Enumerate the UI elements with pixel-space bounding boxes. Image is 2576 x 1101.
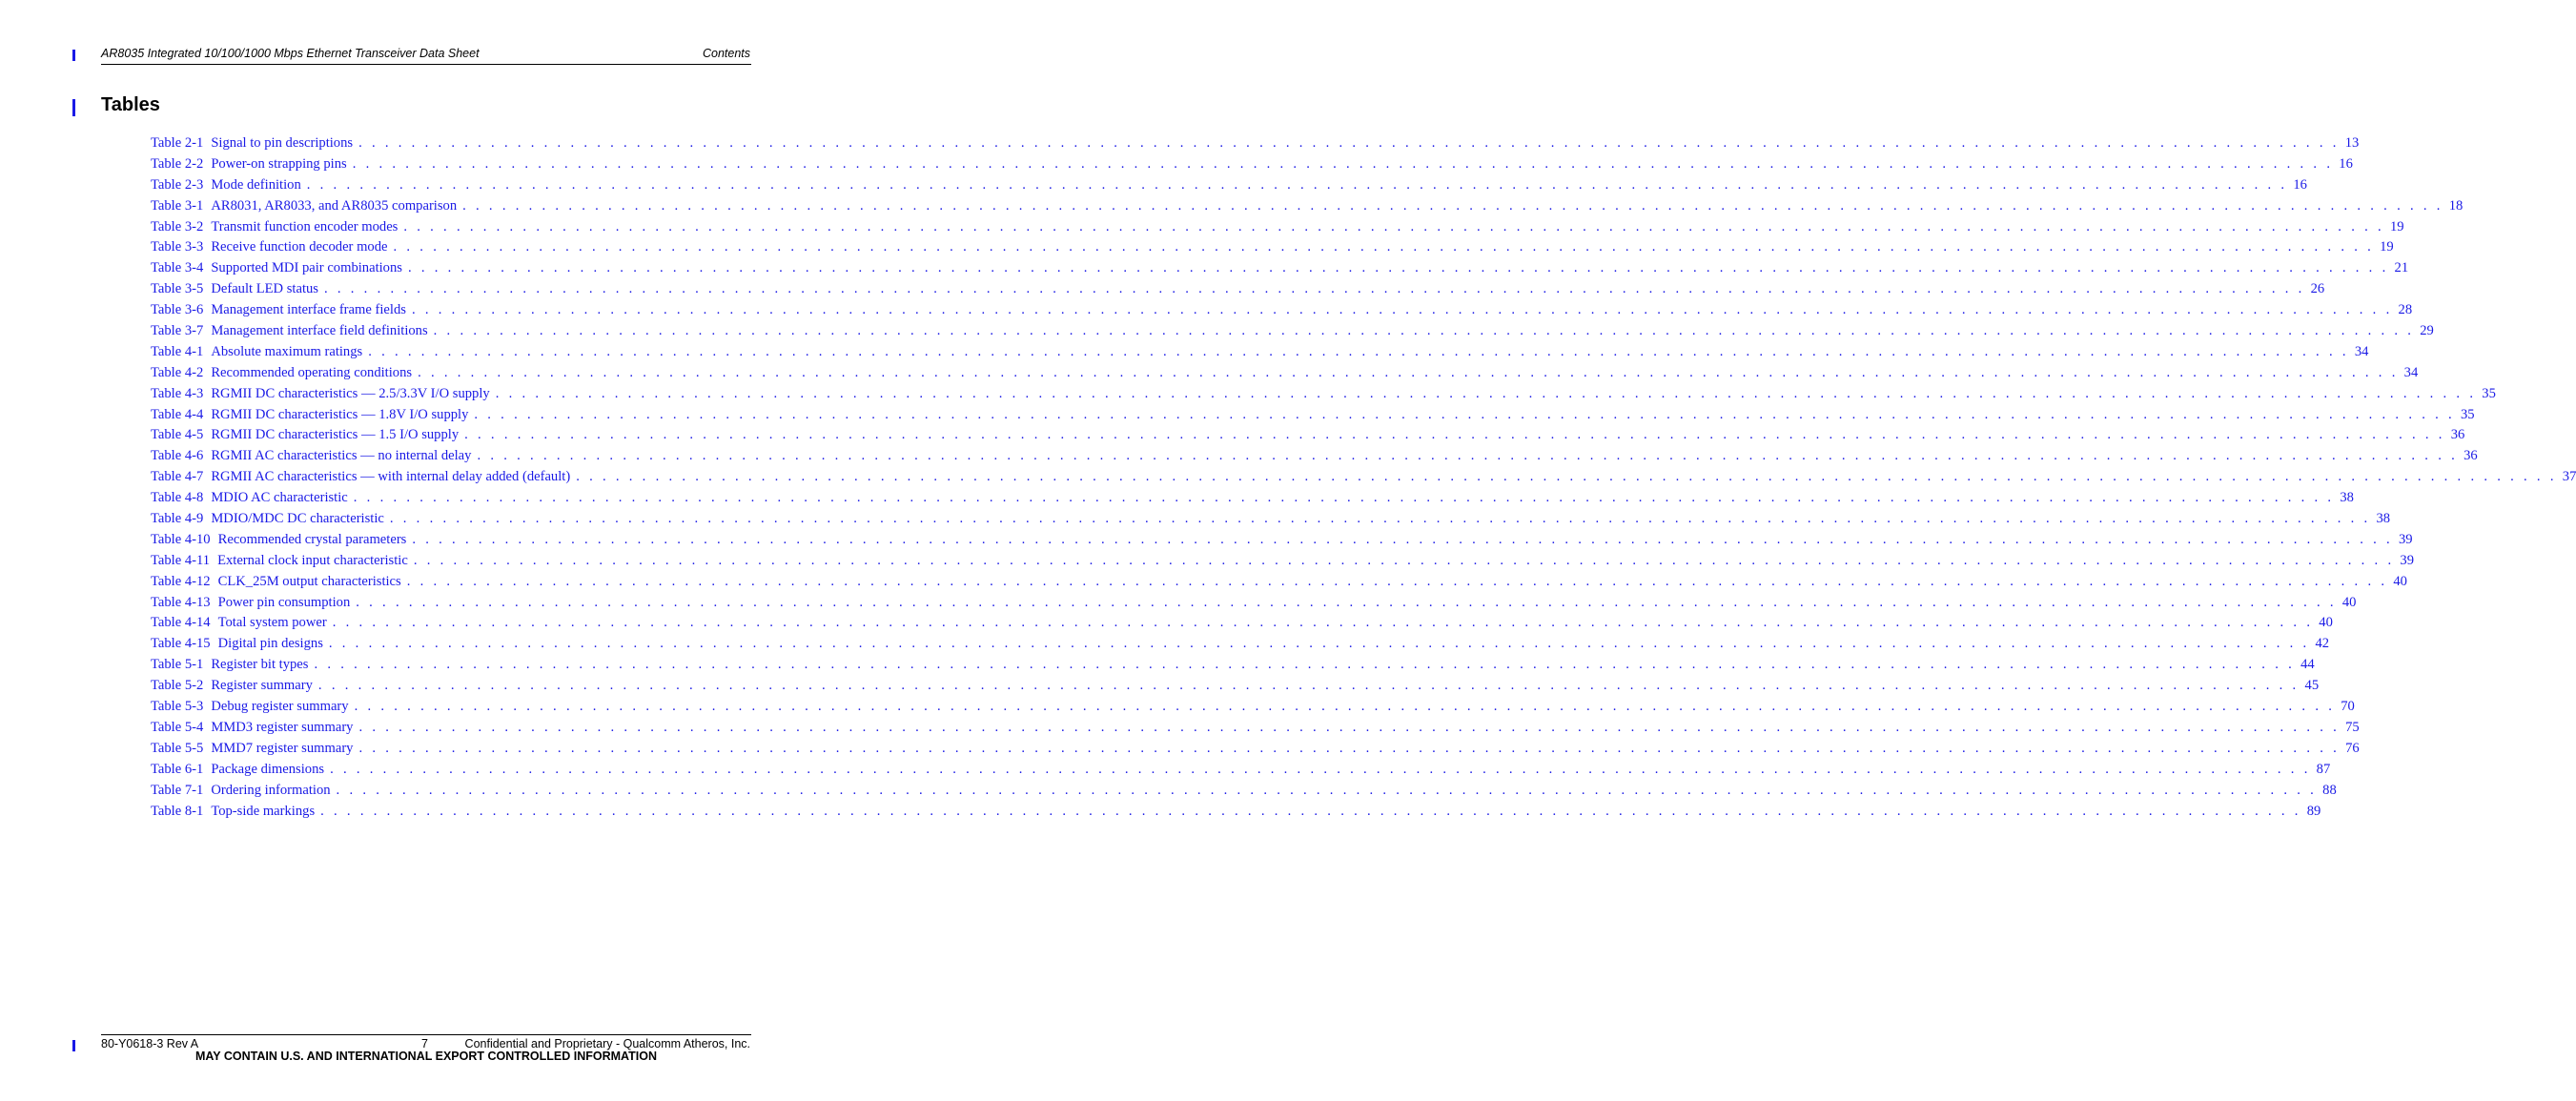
toc-entry[interactable]: [151, 803, 2321, 825]
toc-entry-title: RGMII AC characteristics — no internal delay: [211, 448, 472, 464]
toc-entry-number: Table 3-3: [151, 239, 204, 255]
toc-entry-page: 18: [2448, 197, 2464, 214]
toc-entry-title: Power-on strapping pins: [211, 155, 347, 172]
dot-leader: . . . . . . . . . . . . . . . . . . . . . . . . . . . . . . . . . . . . . . . . . . . . . . . . . . . . . . . . . . . . . . . . . . . . . . . . . . . . . . . . . . . . . . . . . . . . . . . . . . . . . . . . . . . . . . . . . . . . . . . . . . . . . . . . . . . . . . . . . . . . . . . . . . . . . .: [418, 364, 2399, 380]
toc-entry[interactable]: [151, 678, 2320, 699]
toc-entry[interactable]: [151, 719, 2360, 741]
dot-leader: . . . . . . . . . . . . . . . . . . . . . . . . . . . . . . . . . . . . . . . . . . . . . . . . . . . . . . . . . . . . . . . . . . . . . . . . . . . . . . . . . . . . . . . . . . . . . . . . . . . . . . . . . . . . . . . . . . . . . . . . . . . . . . . . . . . . . . . . . . . . . . . . . . . . . .: [306, 176, 2288, 193]
toc-entry-number: Table 5-1: [151, 657, 204, 673]
toc-entry-page: 34: [2354, 343, 2369, 359]
toc-entry[interactable]: [151, 385, 2496, 407]
toc-entry[interactable]: [151, 761, 2331, 783]
toc-entry[interactable]: [151, 218, 2404, 240]
dot-leader: . . . . . . . . . . . . . . . . . . . . . . . . . . . . . . . . . . . . . . . . . . . . . . . . . . . . . . . . . . . . . . . . . . . . . . . . . . . . . . . . . . . . . . . . . . . . . . . . . . . . . . . . . . . . . . . . . . . . . . . . . . . . . . . . . . . . . . . . . . . . . . . . . . . . . .: [495, 385, 2477, 401]
dot-leader: . . . . . . . . . . . . . . . . . . . . . . . . . . . . . . . . . . . . . . . . . . . . . . . . . . . . . . . . . . . . . . . . . . . . . . . . . . . . . . . . . . . . . . . . . . . . . . . . . . . . . . . . . . . . . . . . . . . . . . . . . . . . . . . . . . . . . . . . . . . . . . . . . . . . . .: [328, 636, 2310, 652]
toc-entry-title: AR8031, AR8033, and AR8035 comparison: [211, 197, 458, 214]
dot-leader: . . . . . . . . . . . . . . . . . . . . . . . . . . . . . . . . . . . . . . . . . . . . . . . . . . . . . . . . . . . . . . . . . . . . . . . . . . . . . . . . . . . . . . . . . . . . . . . . . . . . . . . . . . . . . . . . . . . . . . . . . . . . . . . . . . . . . . . . . . . . . . . . . . . . . .: [389, 511, 2371, 527]
dot-leader: . . . . . . . . . . . . . . . . . . . . . . . . . . . . . . . . . . . . . . . . . . . . . . . . . . . . . . . . . . . . . . . . . . . . . . . . . . . . . . . . . . . . . . . . . . . . . . . . . . . . . . . . . . . . . . . . . . . . . . . . . . . . . . . . . . . . . . . . . . . . . . . . . . . . . .: [314, 657, 2296, 673]
document-title: AR8035 Integrated 10/100/1000 Mbps Ethernet Transceiver Data Sheet: [101, 47, 480, 60]
dot-leader: . . . . . . . . . . . . . . . . . . . . . . . . . . . . . . . . . . . . . . . . . . . . . . . . . . . . . . . . . . . . . . . . . . . . . . . . . . . . . . . . . . . . . . . . . . . . . . . . . . . . . . . . . . . . . . . . . . . . . . . . . . . . . . . . . . . . . . . . . . . . . . . . . . . . . .: [474, 406, 2455, 422]
toc-entry-title: Absolute maximum ratings: [211, 343, 363, 359]
toc-entry-number: Table 4-5: [151, 427, 204, 443]
toc-entry-title: Management interface frame fields: [211, 302, 406, 318]
toc-entry-page: 16: [2339, 155, 2353, 172]
toc-entry-page: 38: [2340, 490, 2354, 506]
toc-entry-title: MDIO AC characteristic: [211, 490, 348, 506]
toc-entry-page: 45: [2304, 678, 2320, 694]
toc-entry-number: Table 3-4: [151, 260, 204, 276]
toc-entry[interactable]: [151, 490, 2354, 511]
dot-leader: . . . . . . . . . . . . . . . . . . . . . . . . . . . . . . . . . . . . . . . . . . . . . . . . . . . . . . . . . . . . . . . . . . . . . . . . . . . . . . . . . . . . . . . . . . . . . . . . . . . . . . . . . . . . . . . . . . . . . . . . . . . . . . . . . . . . . . . . . . . . . . . . . . . . . .: [358, 135, 2340, 151]
toc-entry-number: Table 4-11: [151, 552, 211, 568]
toc-entry-page: 13: [2344, 135, 2360, 151]
dot-leader: . . . . . . . . . . . . . . . . . . . . . . . . . . . . . . . . . . . . . . . . . . . . . . . . . . . . . . . . . . . . . . . . . . . . . . . . . . . . . . . . . . . . . . . . . . . . . . . . . . . . . . . . . . . . . . . . . . . . . . . . . . . . . . . . . . . . . . . . . . . . . . . . . . . . . .: [464, 427, 2445, 443]
toc-entry-page: 89: [2306, 803, 2321, 819]
toc-entry[interactable]: [151, 281, 2325, 302]
toc-entry-page: 37: [2562, 469, 2576, 485]
toc-entry-number: Table 3-1: [151, 197, 204, 214]
toc-entry-page: 39: [2400, 552, 2415, 568]
toc-entry-number: Table 2-2: [151, 155, 204, 172]
dot-leader: . . . . . . . . . . . . . . . . . . . . . . . . . . . . . . . . . . . . . . . . . . . . . . . . . . . . . . . . . . . . . . . . . . . . . . . . . . . . . . . . . . . . . . . . . . . . . . . . . . . . . . . . . . . . . . . . . . . . . . . . . . . . . . . . . . . . . . . . . . . . . . . . . . . . . .: [356, 594, 2337, 610]
change-bar-footer: [72, 1040, 75, 1051]
toc-entry-number: Table 5-4: [151, 719, 204, 735]
toc-entry-title: Register summary: [211, 678, 313, 694]
toc-entry-number: Table 5-2: [151, 678, 204, 694]
section-label: Contents: [702, 47, 750, 60]
toc-entry-title: Default LED status: [211, 281, 318, 297]
toc-entry[interactable]: [151, 155, 2353, 177]
dot-leader: . . . . . . . . . . . . . . . . . . . . . . . . . . . . . . . . . . . . . . . . . . . . . . . . . . . . . . . . . . . . . . . . . . . . . . . . . . . . . . . . . . . . . . . . . . . . . . . . . . . . . . . . . . . . . . . . . . . . . . . . . . . . . . . . . . . . . . . . . . . . . . . . . . . . . .: [411, 302, 2393, 318]
toc-entry-title: Mode definition: [211, 176, 301, 193]
footer-divider: [101, 1034, 751, 1035]
toc-entry-page: 34: [2403, 364, 2419, 380]
dot-leader: . . . . . . . . . . . . . . . . . . . . . . . . . . . . . . . . . . . . . . . . . . . . . . . . . . . . . . . . . . . . . . . . . . . . . . . . . . . . . . . . . . . . . . . . . . . . . . . . . . . . . . . . . . . . . . . . . . . . . . . . . . . . . . . . . . . . . . . . . . . . . . . . . . . . . .: [412, 531, 2393, 547]
dot-leader: . . . . . . . . . . . . . . . . . . . . . . . . . . . . . . . . . . . . . . . . . . . . . . . . . . . . . . . . . . . . . . . . . . . . . . . . . . . . . . . . . . . . . . . . . . . . . . . . . . . . . . . . . . . . . . . . . . . . . . . . . . . . . . . . . . . . . . . . . . . . . . . . . . . . . .: [576, 469, 2557, 485]
toc-entry-number: Table 4-7: [151, 469, 204, 485]
dot-leader: . . . . . . . . . . . . . . . . . . . . . . . . . . . . . . . . . . . . . . . . . . . . . . . . . . . . . . . . . . . . . . . . . . . . . . . . . . . . . . . . . . . . . . . . . . . . . . . . . . . . . . . . . . . . . . . . . . . . . . . . . . . . . . . . . . . . . . . . . . . . . . . . . . . . . .: [317, 678, 2300, 694]
toc-entry[interactable]: [151, 239, 2394, 260]
dot-leader: . . . . . . . . . . . . . . . . . . . . . . . . . . . . . . . . . . . . . . . . . . . . . . . . . . . . . . . . . . . . . . . . . . . . . . . . . . . . . . . . . . . . . . . . . . . . . . . . . . . . . . . . . . . . . . . . . . . . . . . . . . . . . . . . . . . . . . . . . . . . . . . . . . . . . .: [332, 615, 2314, 631]
toc-entry-title: Register bit types: [211, 657, 309, 673]
toc-entry-number: Table 4-8: [151, 490, 204, 506]
toc-entry-title: Supported MDI pair combinations: [211, 260, 402, 276]
toc-entry[interactable]: [151, 531, 2413, 553]
toc-entry[interactable]: [151, 552, 2415, 574]
toc-entry-number: Table 4-9: [151, 511, 204, 527]
toc-entry[interactable]: [151, 323, 2434, 344]
toc-entry[interactable]: [151, 511, 2391, 532]
toc-entry-title: RGMII AC characteristics — with internal delay added (default): [211, 469, 571, 485]
change-bar-title: [72, 99, 75, 116]
toc-entry-page: 36: [2464, 448, 2478, 464]
toc-entry-title: RGMII DC characteristics — 1.5 I/O supply: [211, 427, 460, 443]
toc-entry-title: Power pin consumption: [217, 594, 351, 610]
toc-entry-page: 29: [2420, 323, 2434, 339]
toc-entry[interactable]: [151, 448, 2478, 469]
toc-entry[interactable]: [151, 364, 2419, 386]
toc-entry[interactable]: [151, 260, 2409, 281]
dot-leader: . . . . . . . . . . . . . . . . . . . . . . . . . . . . . . . . . . . . . . . . . . . . . . . . . . . . . . . . . . . . . . . . . . . . . . . . . . . . . . . . . . . . . . . . . . . . . . . . . . . . . . . . . . . . . . . . . . . . . . . . . . . . . . . . . . . . . . . . . . . . . . . . . . . . . .: [393, 239, 2375, 255]
toc-entry-number: Table 4-1: [151, 343, 204, 359]
toc-entry-page: 36: [2450, 427, 2465, 443]
toc-entry-page: 70: [2341, 699, 2355, 715]
toc-entry-page: 88: [2322, 782, 2337, 798]
toc-entry-number: Table 4-4: [151, 406, 204, 422]
toc-entry[interactable]: [151, 636, 2330, 657]
toc-entry-page: 38: [2376, 511, 2391, 527]
toc-entry[interactable]: [151, 469, 2576, 490]
toc-entry-number: Table 8-1: [151, 803, 204, 819]
toc-entry[interactable]: [151, 782, 2337, 804]
dot-leader: . . . . . . . . . . . . . . . . . . . . . . . . . . . . . . . . . . . . . . . . . . . . . . . . . . . . . . . . . . . . . . . . . . . . . . . . . . . . . . . . . . . . . . . . . . . . . . . . . . . . . . . . . . . . . . . . . . . . . . . . . . . . . . . . . . . . . . . . . . . . . . . . . . . . . .: [358, 740, 2341, 756]
dot-leader: . . . . . . . . . . . . . . . . . . . . . . . . . . . . . . . . . . . . . . . . . . . . . . . . . . . . . . . . . . . . . . . . . . . . . . . . . . . . . . . . . . . . . . . . . . . . . . . . . . . . . . . . . . . . . . . . . . . . . . . . . . . . . . . . . . . . . . . . . . . . . . . . . . . . . .: [320, 803, 2301, 819]
dot-leader: . . . . . . . . . . . . . . . . . . . . . . . . . . . . . . . . . . . . . . . . . . . . . . . . . . . . . . . . . . . . . . . . . . . . . . . . . . . . . . . . . . . . . . . . . . . . . . . . . . . . . . . . . . . . . . . . . . . . . . . . . . . . . . . . . . . . . . . . . . . . . . . . . . . . . .: [406, 573, 2388, 589]
toc-entry-title: Recommended operating conditions: [211, 364, 413, 380]
confidentiality-notice: Confidential and Proprietary - Qualcomm Atheros, Inc.: [464, 1037, 750, 1050]
toc-entry-title: MMD3 register summary: [211, 719, 354, 735]
toc-entry-number: Table 4-2: [151, 364, 204, 380]
toc-entry[interactable]: [151, 699, 2355, 720]
toc-entry-page: 35: [2482, 385, 2496, 401]
dot-leader: . . . . . . . . . . . . . . . . . . . . . . . . . . . . . . . . . . . . . . . . . . . . . . . . . . . . . . . . . . . . . . . . . . . . . . . . . . . . . . . . . . . . . . . . . . . . . . . . . . . . . . . . . . . . . . . . . . . . . . . . . . . . . . . . . . . . . . . . . . . . . . . . . . . . . .: [352, 155, 2334, 172]
toc-entry[interactable]: [151, 573, 2407, 595]
toc-entry[interactable]: [151, 427, 2465, 448]
toc-entry-page: 40: [2319, 615, 2333, 631]
dot-leader: . . . . . . . . . . . . . . . . . . . . . . . . . . . . . . . . . . . . . . . . . . . . . . . . . . . . . . . . . . . . . . . . . . . . . . . . . . . . . . . . . . . . . . . . . . . . . . . . . . . . . . . . . . . . . . . . . . . . . . . . . . . . . . . . . . . . . . . . . . . . . . . . . . . . . .: [413, 552, 2395, 568]
toc-entry-number: Table 4-3: [151, 385, 204, 401]
toc-entry-title: RGMII DC characteristics — 1.8V I/O supply: [211, 406, 469, 422]
page-title: Tables: [101, 94, 160, 115]
toc-entry-page: 21: [2394, 260, 2409, 276]
toc-entry-title: Management interface field definitions: [211, 323, 428, 339]
toc-entry[interactable]: [151, 135, 2360, 156]
toc-entry-number: Table 4-14: [151, 615, 211, 631]
toc-entry-title: Ordering information: [211, 782, 331, 798]
toc-entry-title: Receive function decoder mode: [211, 239, 388, 255]
toc-entry[interactable]: [151, 615, 2333, 636]
toc-entry[interactable]: [151, 594, 2357, 616]
dot-leader: . . . . . . . . . . . . . . . . . . . . . . . . . . . . . . . . . . . . . . . . . . . . . . . . . . . . . . . . . . . . . . . . . . . . . . . . . . . . . . . . . . . . . . . . . . . . . . . . . . . . . . . . . . . . . . . . . . . . . . . . . . . . . . . . . . . . . . . . . . . . . . . . . . . . . .: [403, 218, 2384, 234]
dot-leader: . . . . . . . . . . . . . . . . . . . . . . . . . . . . . . . . . . . . . . . . . . . . . . . . . . . . . . . . . . . . . . . . . . . . . . . . . . . . . . . . . . . . . . . . . . . . . . . . . . . . . . . . . . . . . . . . . . . . . . . . . . . . . . . . . . . . . . . . . . . . . . . . . . . . . .: [462, 197, 2443, 214]
toc-entry-number: Table 3-7: [151, 323, 204, 339]
toc-entry-title: Top-side markings: [211, 803, 316, 819]
toc-entry-number: Table 4-13: [151, 594, 211, 610]
toc-entry[interactable]: [151, 343, 2369, 365]
toc-entry-page: 40: [2393, 573, 2407, 589]
toc-entry-number: Table 3-5: [151, 281, 204, 297]
toc-entry-number: Table 2-1: [151, 135, 204, 151]
toc-entry-number: Table 4-15: [151, 636, 211, 652]
toc-entry-number: Table 4-12: [151, 573, 211, 589]
toc-entry-title: Signal to pin descriptions: [211, 135, 354, 151]
toc-entry-title: Debug register summary: [211, 699, 349, 715]
toc-entry[interactable]: [151, 302, 2413, 323]
toc-entry-number: Table 2-3: [151, 176, 204, 193]
toc-entry-number: Table 3-6: [151, 302, 204, 318]
toc-entry-page: 16: [2293, 176, 2307, 193]
toc-entry-number: Table 3-2: [151, 218, 204, 234]
toc-entry-page: 40: [2341, 594, 2357, 610]
page-number: 7: [421, 1037, 428, 1050]
dot-leader: . . . . . . . . . . . . . . . . . . . . . . . . . . . . . . . . . . . . . . . . . . . . . . . . . . . . . . . . . . . . . . . . . . . . . . . . . . . . . . . . . . . . . . . . . . . . . . . . . . . . . . . . . . . . . . . . . . . . . . . . . . . . . . . . . . . . . . . . . . . . . . . . . . . . . .: [323, 281, 2305, 297]
toc-entry-title: Total system power: [217, 615, 327, 631]
dot-leader: . . . . . . . . . . . . . . . . . . . . . . . . . . . . . . . . . . . . . . . . . . . . . . . . . . . . . . . . . . . . . . . . . . . . . . . . . . . . . . . . . . . . . . . . . . . . . . . . . . . . . . . . . . . . . . . . . . . . . . . . . . . . . . . . . . . . . . . . . . . . . . . . . . . . . .: [407, 260, 2389, 276]
toc-entry-page: 87: [2316, 761, 2331, 777]
toc-entry-page: 26: [2310, 281, 2325, 297]
toc-entry-title: MMD7 register summary: [211, 740, 354, 756]
change-bar-header: [72, 50, 75, 61]
toc-entry-page: 44: [2300, 657, 2315, 673]
toc-entry[interactable]: [151, 740, 2360, 762]
toc-entry-number: Table 5-5: [151, 740, 204, 756]
dot-leader: . . . . . . . . . . . . . . . . . . . . . . . . . . . . . . . . . . . . . . . . . . . . . . . . . . . . . . . . . . . . . . . . . . . . . . . . . . . . . . . . . . . . . . . . . . . . . . . . . . . . . . . . . . . . . . . . . . . . . . . . . . . . . . . . . . . . . . . . . . . . . . . . . . . . . .: [354, 699, 2336, 715]
toc-entry-page: 35: [2460, 406, 2475, 422]
dot-leader: . . . . . . . . . . . . . . . . . . . . . . . . . . . . . . . . . . . . . . . . . . . . . . . . . . . . . . . . . . . . . . . . . . . . . . . . . . . . . . . . . . . . . . . . . . . . . . . . . . . . . . . . . . . . . . . . . . . . . . . . . . . . . . . . . . . . . . . . . . . . . . . . . . . . . .: [368, 343, 2349, 359]
toc-entry-title: Recommended crystal parameters: [217, 531, 407, 547]
dot-leader: . . . . . . . . . . . . . . . . . . . . . . . . . . . . . . . . . . . . . . . . . . . . . . . . . . . . . . . . . . . . . . . . . . . . . . . . . . . . . . . . . . . . . . . . . . . . . . . . . . . . . . . . . . . . . . . . . . . . . . . . . . . . . . . . . . . . . . . . . . . . . . . . . . . . . .: [330, 761, 2311, 777]
toc-entry-page: 75: [2345, 719, 2360, 735]
toc-entry-page: 19: [2389, 218, 2404, 234]
toc-entry[interactable]: [151, 406, 2475, 428]
toc-entry[interactable]: [151, 176, 2307, 198]
toc-entry-page: 19: [2380, 239, 2394, 255]
toc-entry-page: 39: [2398, 531, 2413, 547]
toc-entry[interactable]: [151, 657, 2315, 678]
toc-entry-number: Table 6-1: [151, 761, 204, 777]
toc-entry[interactable]: [151, 197, 2464, 219]
toc-entry-page: 42: [2315, 636, 2330, 652]
toc-entry-title: CLK_25M output characteristics: [217, 573, 401, 589]
export-notice: MAY CONTAIN U.S. AND INTERNATIONAL EXPORT CONTROLLED INFORMATION: [194, 1050, 658, 1063]
toc-entry-title: Package dimensions: [211, 761, 325, 777]
table-of-tables: [151, 135, 2576, 824]
toc-entry-number: Table 7-1: [151, 782, 204, 798]
document-number: 80-Y0618-3 Rev A: [101, 1037, 199, 1050]
toc-entry-number: Table 4-6: [151, 448, 204, 464]
dot-leader: . . . . . . . . . . . . . . . . . . . . . . . . . . . . . . . . . . . . . . . . . . . . . . . . . . . . . . . . . . . . . . . . . . . . . . . . . . . . . . . . . . . . . . . . . . . . . . . . . . . . . . . . . . . . . . . . . . . . . . . . . . . . . . . . . . . . . . . . . . . . . . . . . . . . . .: [353, 490, 2335, 506]
toc-entry-title: Transmit function encoder modes: [211, 218, 399, 234]
toc-entry-title: Digital pin designs: [217, 636, 323, 652]
toc-entry-page: 76: [2345, 740, 2360, 756]
toc-entry-title: MDIO/MDC DC characteristic: [211, 511, 384, 527]
header-divider: [101, 64, 751, 65]
dot-leader: . . . . . . . . . . . . . . . . . . . . . . . . . . . . . . . . . . . . . . . . . . . . . . . . . . . . . . . . . . . . . . . . . . . . . . . . . . . . . . . . . . . . . . . . . . . . . . . . . . . . . . . . . . . . . . . . . . . . . . . . . . . . . . . . . . . . . . . . . . . . . . . . . . . . . .: [358, 719, 2341, 735]
dot-leader: . . . . . . . . . . . . . . . . . . . . . . . . . . . . . . . . . . . . . . . . . . . . . . . . . . . . . . . . . . . . . . . . . . . . . . . . . . . . . . . . . . . . . . . . . . . . . . . . . . . . . . . . . . . . . . . . . . . . . . . . . . . . . . . . . . . . . . . . . . . . . . . . . . . . . .: [336, 782, 2318, 798]
toc-entry-title: External clock input characteristic: [217, 552, 408, 568]
toc-entry-number: Table 4-10: [151, 531, 211, 547]
dot-leader: . . . . . . . . . . . . . . . . . . . . . . . . . . . . . . . . . . . . . . . . . . . . . . . . . . . . . . . . . . . . . . . . . . . . . . . . . . . . . . . . . . . . . . . . . . . . . . . . . . . . . . . . . . . . . . . . . . . . . . . . . . . . . . . . . . . . . . . . . . . . . . . . . . . . . .: [477, 448, 2459, 464]
toc-entry-number: Table 5-3: [151, 699, 204, 715]
toc-entry-title: RGMII DC characteristics — 2.5/3.3V I/O supply: [211, 385, 490, 401]
dot-leader: . . . . . . . . . . . . . . . . . . . . . . . . . . . . . . . . . . . . . . . . . . . . . . . . . . . . . . . . . . . . . . . . . . . . . . . . . . . . . . . . . . . . . . . . . . . . . . . . . . . . . . . . . . . . . . . . . . . . . . . . . . . . . . . . . . . . . . . . . . . . . . . . . . . . . .: [433, 323, 2415, 339]
toc-entry-page: 28: [2398, 302, 2413, 318]
